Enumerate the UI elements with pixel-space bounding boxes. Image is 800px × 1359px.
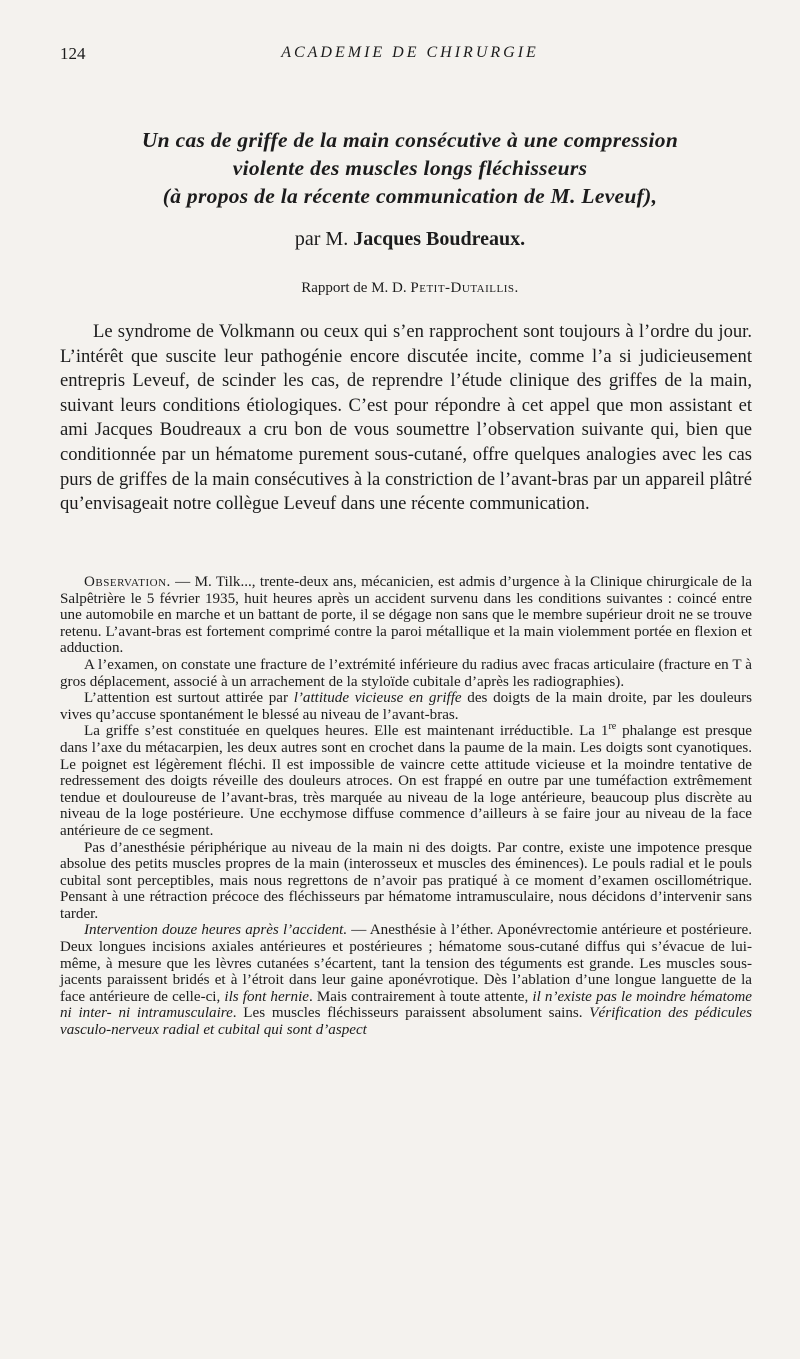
p6-emphasis-2: ils font hernie xyxy=(224,988,309,1005)
author-name: Jacques Boudreaux. xyxy=(353,228,526,250)
p6-emphasis-4: Vérification des pédicules vasculo-nerveux radial et cubital qui sont d’aspect xyxy=(60,1005,752,1039)
p4-superscript: re xyxy=(608,721,617,733)
observation-section xyxy=(60,574,752,1039)
observation-label: Observation. xyxy=(84,574,171,590)
observation-paragraph-5: Pas d’anesthésie périphérique au niveau de la main ni des doigts. Par contre, existe une impotence presque absolue des petits muscles propres de la main (interosseux et muscles des éminences). Le pouls radial et le pouls cubital sont perceptibles, mais nous regrettons de n’avoir pas pratiqué à ce moment d’examen oscillométrique. Pensant à une rétraction précoce des fléchisseurs par hématome intramusculaire, nous décidons d’intervenir sans tarder. xyxy=(60,839,752,922)
observation-paragraph-1 xyxy=(60,574,752,657)
observation-paragraph-3 xyxy=(60,690,752,723)
p4-text-b: phalange est presque dans l’axe du métacarpien, les deux autres sont en crochet dans la paume de la main. Les doigts sont cyanotiques. Le poignet est légèrement fléchi. Il est impossible de vaincre cette attitude vicieuse et la moindre tentative de redressement des doigts réveille des douleurs atroces. On est frappé en outre par une tuméfaction extrêmement tendue et douloureuse de l’avant-bras, très marquée au niveau de la loge antérieure, beaucoup plus discrète au niveau de la loge postérieure. Une ecchymose diffuse commence d’ailleurs à se faire jour au niveau de la face antérieure de ce segment. xyxy=(60,723,753,839)
observation-paragraph-4 xyxy=(60,723,752,839)
p6-text-c: . Les muscles fléchisseurs paraissent absolument sains. xyxy=(232,1005,590,1022)
report-line xyxy=(60,280,760,297)
intro-section xyxy=(60,320,752,517)
p3-text-a: L’attention est surtout attirée par xyxy=(84,690,294,707)
byline-prefix: par M. xyxy=(294,228,349,250)
p4-text-a: La griffe s’est constituée en quelques heures. Elle est maintenant irréductible. La 1 xyxy=(84,723,609,740)
page-header xyxy=(60,44,760,68)
p6-text-a: — Anesthésie à l’éther. Aponévrectomie antérieure et postérieure. Deux longues incisions axiales antérieures et postérieures ; hématome sous-cutané diffus qui s’évacue de lui-même, à mesure que les lèvres cutanées s’écartent, tant la tension des téguments est grande. Les muscles sous-jacents paraissent bridés et à l’étroit dans leur gaine aponévrotique. Dès l’ablation d’une longue languette de la face antérieure de celle-ci, xyxy=(60,922,752,1005)
author-byline xyxy=(60,228,760,251)
title-line-2: violente des muscles longs fléchisseurs xyxy=(232,156,588,180)
intro-paragraph: Le syndrome de Volkmann ou ceux qui s’en rapprochent sont toujours à l’ordre du jour. L’intérêt que suscite leur pathogénie encore discutée incite, comme l’a si judicieusement entrepris Leveuf, de scinder les cas, de reprendre l’étude clinique des griffes de la main, suivant leurs conditions étiologiques. C’est pour répondre à cet appel que mon assistant et ami Jacques Boudreaux a cru bon de vous soumettre l’observation suivante qui, bien que conditionnée par un hématome purement sous-cutané, offre quelques analogies avec les cas purs de griffes de la main consécutives à la constriction de l’avant-bras par un appareil plâtré qu’envisageait notre collègue Leveuf dans une récente communication. xyxy=(60,321,752,515)
title-line-3: (à propos de la récente communication de M. Leveuf), xyxy=(162,184,658,208)
p6-emphasis-3: il n’existe pas le moindre hématome ni inter- ni intramusculaire xyxy=(60,988,752,1022)
report-prefix: Rapport de M. D. xyxy=(301,280,407,296)
observation-paragraph-6 xyxy=(60,922,752,1038)
observation-p1-text: — M. Tilk..., trente-deux ans, mécanicien, est admis d’urgence à la Clinique chirurgicale de la Salpêtrière le 5 février 1935, huit heures après un accident survenu dans les conditions suivantes : coincé entre une automobile en marche et un battant de porte, il se dégage non sans que le membre supérieur droit ne se trouve retenu. L’avant-bras est fortement comprimé contre la paroi métallique et la main violemment portée en flexion et adduction. xyxy=(60,574,752,657)
reporter-name: Petit-Dutaillis. xyxy=(410,280,519,296)
title-line-1: Un cas de griffe de la main consécutive à une compression xyxy=(141,128,679,152)
page-number: 124 xyxy=(60,44,86,63)
article-title xyxy=(60,126,760,210)
p6-text-b: . Mais contrairement à toute attente, xyxy=(308,988,533,1005)
p3-text-b: des doigts de la main droite, par les douleurs vives qu’accuse spontanément le blessé au niveau de l’avant-bras. xyxy=(60,690,752,723)
observation-paragraph-2: A l’examen, on constate une fracture de l’extrémité inférieure du radius avec fracas articulaire (fracture en T à gros déplacement, associé à un arrachement de la styloïde cubitale d’après les radiographies). xyxy=(60,656,752,690)
running-head: ACADEMIE DE CHIRURGIE xyxy=(281,44,539,61)
p6-emphasis-1: Intervention douze heures après l’accident. xyxy=(84,922,348,939)
p3-emphasis: l’attitude vicieuse en griffe xyxy=(293,690,462,707)
